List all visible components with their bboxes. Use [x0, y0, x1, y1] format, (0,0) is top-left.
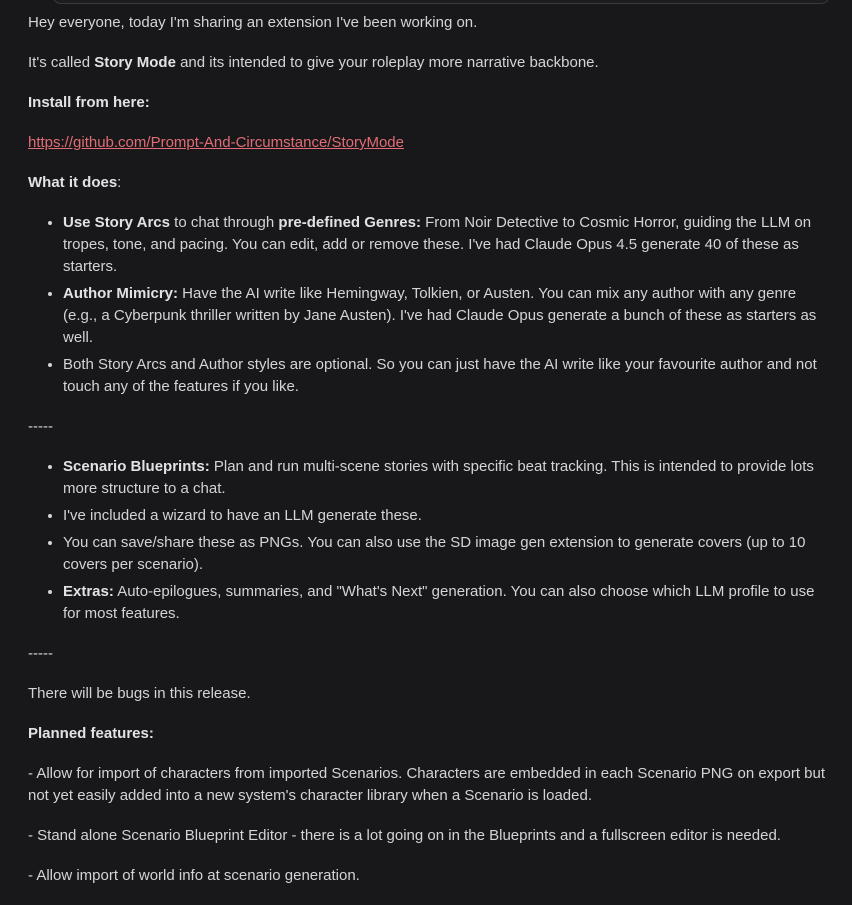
what-it-does-heading: What it does: [28, 174, 122, 191]
list-item: • Use Story Arcs to chat through pre-defined Genres: From Noir Detective to Cosmic Horror, guiding the LLM on tropes, tone, and pacing. You can edit, add or remove these. I've had Claude Opus 4.5 generate 40 of these as starters. [63, 212, 832, 278]
bugs-paragraph: There will be bugs in this release. [28, 685, 251, 702]
planned-item: - Allow import of world info at scenario generation. [28, 867, 360, 884]
feature-list-1 [28, 212, 832, 398]
divider: ----- [28, 418, 53, 435]
feature-list-2 [28, 456, 832, 625]
extension-name: Story Mode [94, 54, 176, 71]
planned-item: - Allow for import of characters from imported Scenarios. Characters are embedded in each Scenario PNG on export but not yet easily added into a new system's character library when a Scenario is loaded. [28, 765, 826, 804]
list-item: • Extras: Auto-epilogues, summaries, and "What's Next" generation. You can also choose which LLM profile to use for most features. [63, 581, 832, 625]
install-heading: Install from here: [28, 94, 150, 111]
intro-paragraph: Hey everyone, today I'm sharing an extension I've been working on. [28, 14, 478, 31]
called-paragraph: It's called Story Mode and its intended to give your roleplay more narrative backbone. [28, 54, 599, 71]
planned-heading: Planned features: [28, 725, 154, 742]
list-item: • Scenario Blueprints: Plan and run multi-scene stories with specific beat tracking. This is intended to provide lots more structure to a chat. [63, 456, 832, 500]
list-item: • I've included a wizard to have an LLM generate these. [63, 505, 832, 527]
post-body [28, 12, 832, 905]
divider: ----- [28, 645, 53, 662]
planned-item: - Stand alone Scenario Blueprint Editor - there is a lot going on in the Blueprints and a fullscreen editor is needed. [28, 827, 781, 844]
list-item: • You can save/share these as PNGs. You can also use the SD image gen extension to generate covers (up to 10 covers per scenario). [63, 532, 832, 576]
repo-link[interactable]: https://github.com/Prompt-And-Circumstance/StoryMode [28, 134, 404, 151]
list-item: • Both Story Arcs and Author styles are optional. So you can just have the AI write like your favourite author and not touch any of the features if you like. [63, 354, 832, 398]
input-box-edge [52, 0, 830, 4]
list-item: • Author Mimicry: Have the AI write like Hemingway, Tolkien, or Austen. You can mix any author with any genre (e.g., a Cyberpunk thriller written by Jane Austen). I've had Claude Opus generate a bunch of these as starters as well. [63, 283, 832, 349]
repo-link-paragraph [28, 132, 832, 154]
